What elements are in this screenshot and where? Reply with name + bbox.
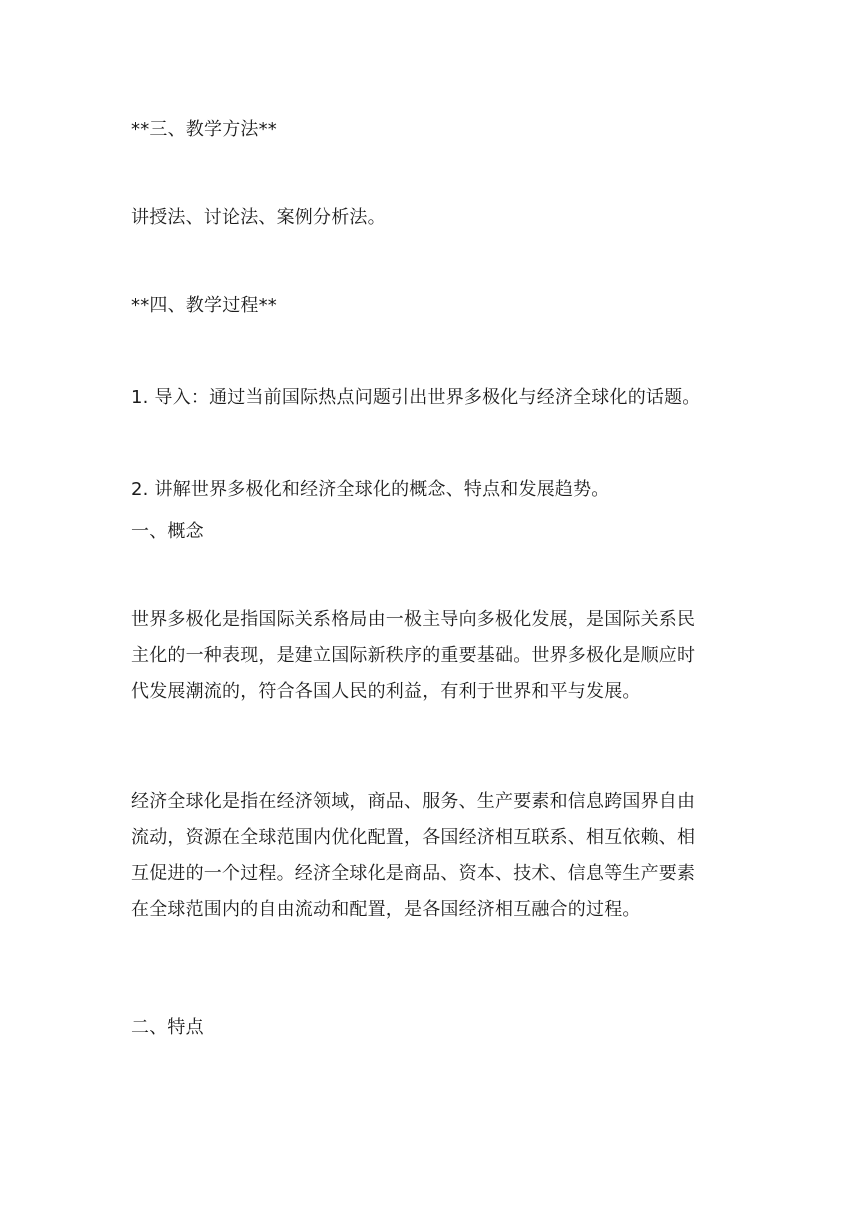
section-heading-teaching-process: **四、教学过程**	[131, 295, 277, 316]
paragraph-line: 主化的一种表现，是建立国际新秩序的重要基础。世界多极化是顺应时	[131, 645, 696, 666]
process-step-1: 1. 导入：通过当前国际热点问题引出世界多极化与经济全球化的话题。	[131, 387, 701, 408]
paragraph-multipolarity	[131, 602, 731, 710]
paragraph-line: 在全球范围内的自由流动和配置，是各国经济相互融合的过程。	[131, 899, 641, 920]
subheading-concept: 一、概念	[131, 521, 204, 542]
section-heading-teaching-methods: **三、教学方法**	[131, 119, 277, 140]
paragraph-line: 代发展潮流的，符合各国人民的利益，有利于世界和平与发展。	[131, 681, 641, 702]
paragraph-globalization	[131, 784, 731, 928]
process-step-2: 2. 讲解世界多极化和经济全球化的概念、特点和发展趋势。	[131, 479, 610, 500]
paragraph-line: 流动，资源在全球范围内优化配置，各国经济相互联系、相互依赖、相	[131, 827, 696, 848]
teaching-methods-text: 讲授法、讨论法、案例分析法。	[131, 207, 386, 228]
paragraph-line: 世界多极化是指国际关系格局由一极主导向多极化发展，是国际关系民	[131, 609, 696, 630]
paragraph-line: 互促进的一个过程。经济全球化是商品、资本、技术、信息等生产要素	[131, 863, 696, 884]
subheading-characteristics: 二、特点	[131, 1017, 204, 1038]
paragraph-line: 经济全球化是指在经济领域，商品、服务、生产要素和信息跨国界自由	[131, 791, 696, 812]
